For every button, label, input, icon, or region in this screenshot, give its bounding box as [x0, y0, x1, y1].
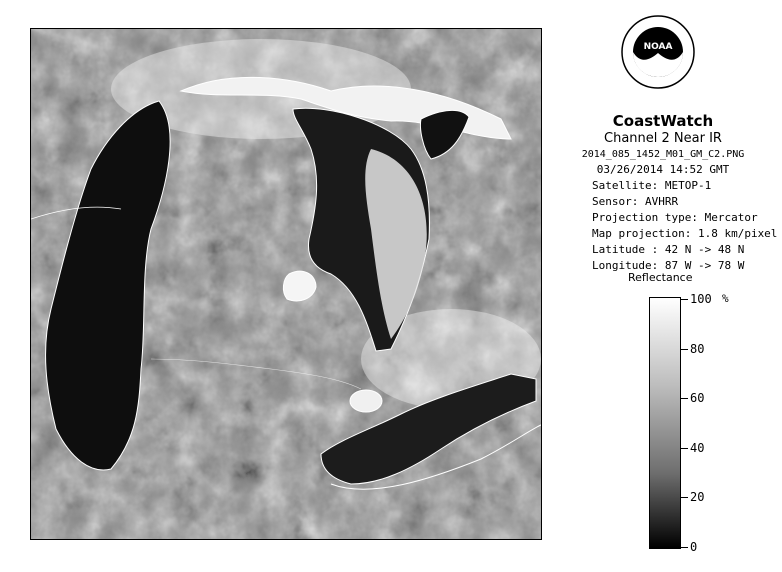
- satellite-label: Satellite: METOP-1: [592, 179, 712, 192]
- scale-unit: %: [722, 292, 729, 305]
- latitude-label: Latitude : 42 N -> 48 N: [592, 243, 745, 256]
- file-name: 2014_085_1452_M01_GM_C2.PNG: [581, 149, 745, 160]
- scale-tick-label: 40: [690, 441, 705, 455]
- longitude-label: Longitude: 87 W -> 78 W: [592, 259, 745, 272]
- noaa-logo-text: NOAA: [643, 42, 673, 52]
- scale-tick-label: 20: [690, 490, 705, 504]
- satellite-image: [30, 28, 542, 540]
- projection-type-label: Projection type: Mercator: [592, 211, 758, 224]
- lake-st-clair: [350, 390, 382, 412]
- sensor-label: Sensor: AVHRR: [592, 195, 679, 208]
- acquisition-datetime: 03/26/2014 14:52 GMT: [596, 163, 730, 176]
- scale-tick: [681, 497, 688, 498]
- channel-label: Channel 2 Near IR: [604, 131, 722, 146]
- scale-title: Reflectance: [628, 271, 693, 284]
- map-projection-label: Map projection: 1.8 km/pixel: [592, 227, 778, 240]
- scale-tick-label: 60: [690, 391, 705, 405]
- scale-tick-label: 80: [690, 342, 705, 356]
- scale-tick: [681, 349, 688, 350]
- scale-tick-label: 0: [690, 540, 698, 554]
- product-title: CoastWatch: [612, 112, 714, 130]
- scale-tick: [681, 398, 688, 399]
- noaa-logo: [621, 15, 695, 89]
- scale-tick: [681, 547, 688, 548]
- scale-tick: [681, 448, 688, 449]
- reflectance-scale-bar: [649, 297, 681, 549]
- satellite-image-svg: [31, 29, 542, 540]
- scale-tick: [681, 299, 688, 300]
- scale-tick-label: 100: [690, 292, 712, 306]
